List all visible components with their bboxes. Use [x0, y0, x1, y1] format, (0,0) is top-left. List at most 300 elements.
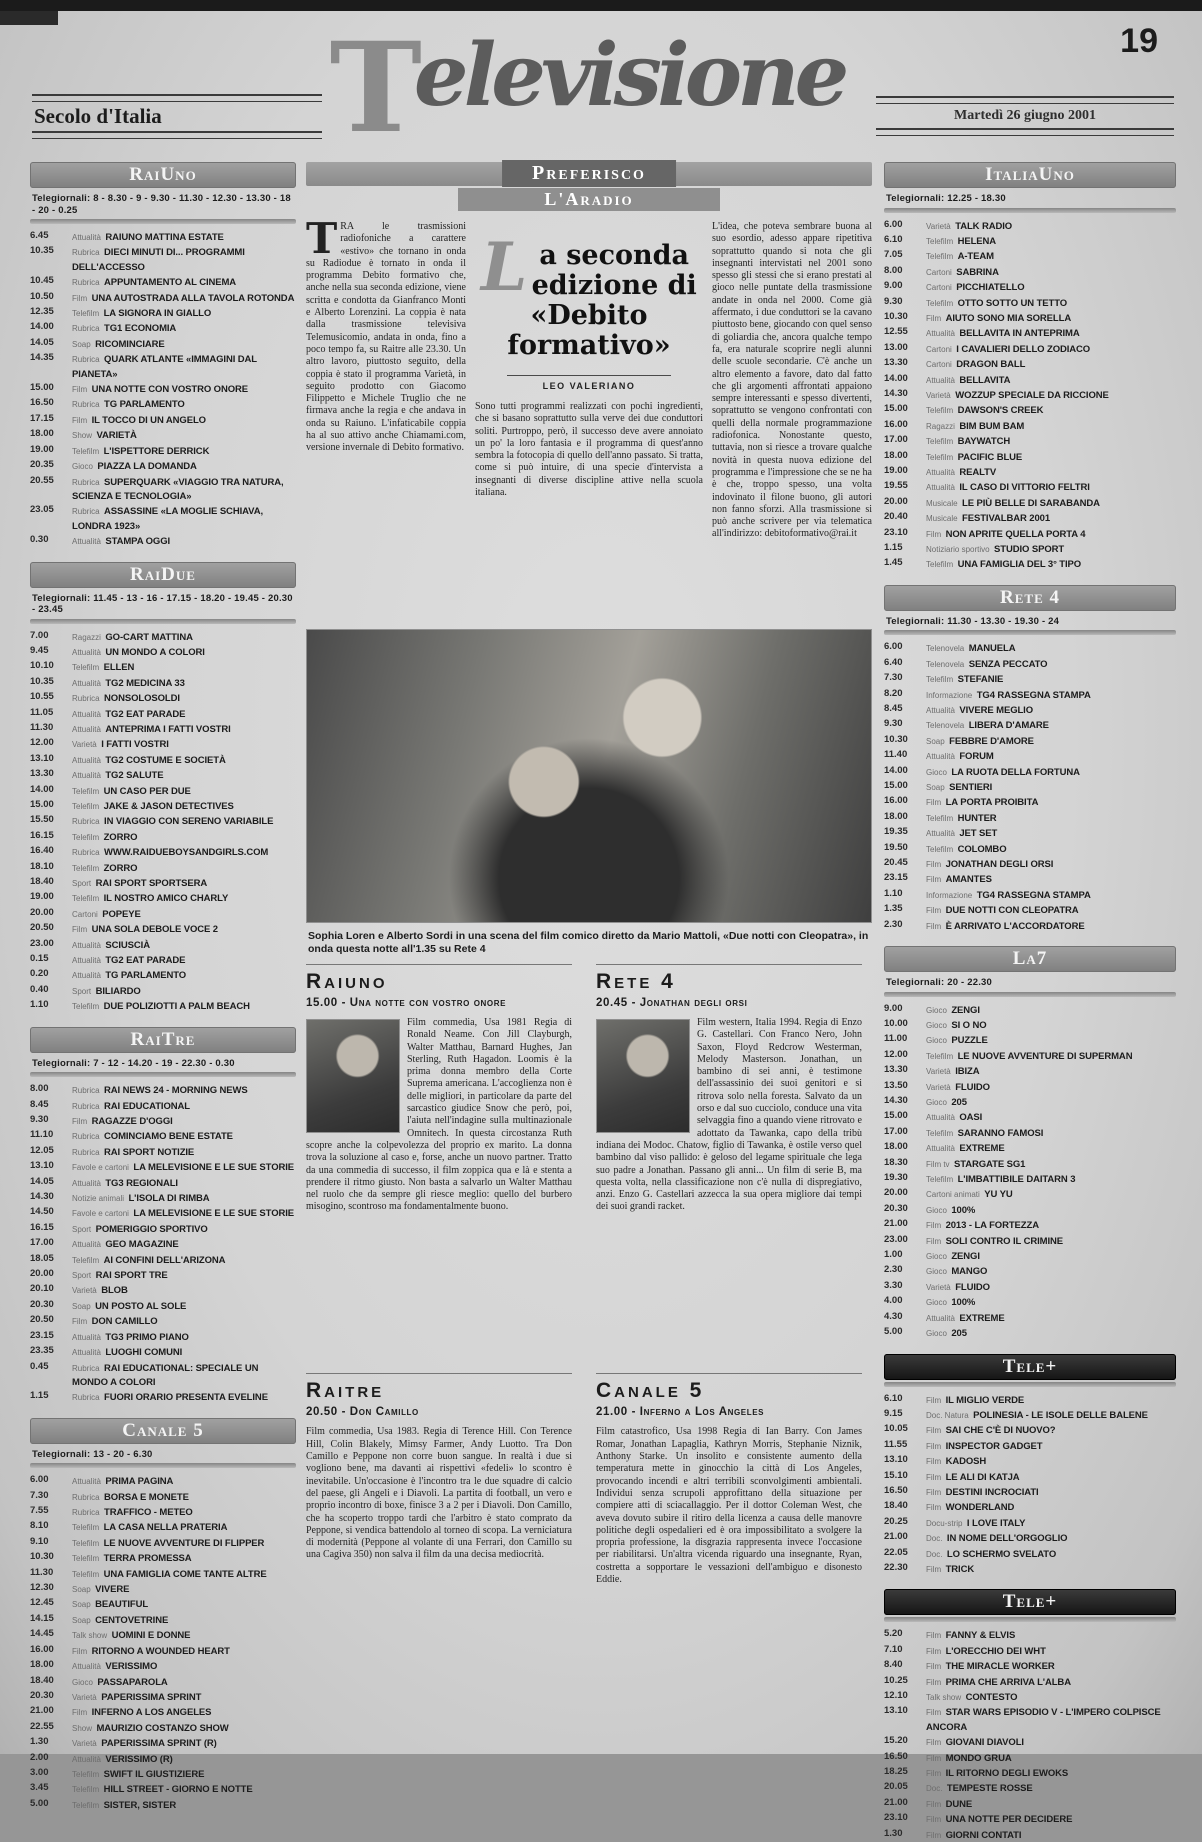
listing-row: [884, 296, 1176, 310]
listing-genre: Telefilm: [72, 1800, 100, 1810]
listing-row: [30, 306, 296, 320]
listing-program: [72, 428, 296, 442]
listing-time: 8.10: [30, 1520, 49, 1532]
listing-program: [926, 450, 1176, 464]
listing-time: 6.10: [884, 1392, 903, 1404]
review-channel: Rete 4: [596, 970, 676, 993]
listing-program: [72, 722, 296, 736]
review-body: [596, 1017, 862, 1214]
listing-program: [926, 403, 1176, 417]
listing-row: [30, 1390, 296, 1404]
listing-row: [30, 291, 296, 305]
listing-time: 13.30: [884, 1064, 908, 1076]
listing-program: [72, 1520, 296, 1534]
listing-title: EXTREME: [959, 1312, 1005, 1324]
listing-time: 20.40: [884, 511, 908, 523]
listing-row: [884, 1485, 1176, 1499]
left-listings-column: [30, 162, 296, 1811]
listing-genre: Telefilm: [926, 452, 954, 462]
listing-title: AIUTO SONO MIA SORELLA: [945, 312, 1072, 324]
listing-program: [926, 234, 1176, 248]
listing-genre: Attualità: [926, 705, 955, 715]
listing-program: [926, 657, 1176, 671]
listing-row: [30, 907, 296, 921]
listing-time: 18.00: [884, 810, 908, 822]
listing-row: [30, 397, 296, 411]
listing-genre: Gioco: [926, 1036, 947, 1046]
listing-time: 7.30: [30, 1489, 49, 1501]
listing-time: 23.35: [30, 1345, 54, 1357]
review-body: [306, 1017, 572, 1214]
listing-time: 11.40: [884, 749, 908, 761]
listing-title: FEBBRE D'AMORE: [949, 735, 1034, 747]
listing-row: [30, 1551, 296, 1565]
listing-title: THE MIRACLE WORKER: [945, 1661, 1055, 1673]
listing-genre: Telefilm: [72, 786, 100, 796]
listing-genre: Film: [926, 1830, 942, 1840]
listing-program: [72, 845, 296, 859]
listing-program: [72, 504, 296, 533]
listing-genre: Rubrica: [72, 248, 100, 258]
listing-program: [72, 1752, 296, 1766]
listing-time: 7.30: [884, 672, 903, 684]
listing-title: UN MONDO A COLORI: [105, 646, 205, 658]
headline-text: a seconda edizione di «Debito formativo»: [507, 240, 697, 361]
listing-genre: Notizie animali: [72, 1194, 125, 1204]
listing-title: A-TEAM: [957, 251, 994, 263]
listing-program: [926, 1141, 1176, 1155]
listing-row: [30, 475, 296, 504]
listing-title: JAKE & JASON DETECTIVES: [103, 801, 234, 812]
listing-title: 100%: [951, 1204, 976, 1216]
listing-program: [72, 1176, 296, 1190]
listing-title: QUARK ATLANTE «IMMAGINI DAL PIANETA»: [72, 354, 257, 380]
listing-row: [884, 795, 1176, 809]
listing-genre: Gioco: [926, 1205, 947, 1215]
listing-time: 10.45: [30, 275, 54, 287]
listing-program: [72, 1160, 296, 1174]
listing-title: STAMPA OGGI: [105, 536, 171, 548]
listing-time: 16.00: [30, 1643, 54, 1655]
listing-row: [884, 1326, 1176, 1340]
channel-header-bar: [884, 1354, 1176, 1380]
listing-time: 9.45: [30, 644, 49, 656]
listing-row: [884, 641, 1176, 655]
listing-title: PUZZLE: [951, 1035, 988, 1047]
listing-row: [30, 1505, 296, 1519]
listing-title: 2013 - LA FORTEZZA: [945, 1220, 1039, 1232]
listing-program: [926, 357, 1176, 371]
listing-genre: Varietà: [72, 1692, 97, 1702]
listing-genre: Attualità: [72, 971, 101, 981]
listing-program: [72, 1597, 296, 1611]
listing-row: [884, 280, 1176, 294]
listing-row: [30, 876, 296, 890]
listing-row: [884, 1690, 1176, 1704]
listing-row: [884, 511, 1176, 525]
scan-edge-corner: [0, 11, 58, 25]
listing-genre: Rubrica: [72, 848, 100, 858]
listing-genre: Attualità: [72, 1332, 101, 1342]
listing-program: [72, 1361, 296, 1390]
telegiornali-times: 11.45 - 13 - 16 - 17.15 - 18.20 - 19.45 - 20.30 - 23.45: [32, 592, 293, 616]
listing-program: [72, 1582, 296, 1596]
listing-time: 14.00: [30, 321, 54, 333]
listing-row: [30, 1206, 296, 1220]
listing-time: 21.00: [30, 1705, 54, 1717]
telegiornali-label: Telegiornali:: [886, 615, 945, 627]
listing-time: 23.15: [884, 872, 908, 884]
channel-name: Rete 4: [1000, 586, 1060, 608]
listing-program: [72, 768, 296, 782]
listing-row: [884, 903, 1176, 917]
listing-row: [30, 1736, 296, 1750]
listing-title: RAI EDUCATIONAL: [104, 1100, 190, 1112]
listing-time: 16.00: [884, 795, 908, 807]
section-title-initial: T: [329, 16, 422, 161]
listing-genre: Attualità: [926, 375, 955, 385]
listing-genre: Rubrica: [72, 507, 100, 517]
listing-row: [884, 219, 1176, 233]
listing-time: 2.30: [884, 1264, 903, 1276]
listing-row: [30, 861, 296, 875]
article-column-2: [475, 221, 703, 621]
listing-title: DRAGON BALL: [956, 359, 1026, 371]
listing-title: HELENA: [957, 235, 997, 247]
channel-name: La7: [1012, 948, 1048, 970]
listing-genre: Soap: [926, 736, 945, 746]
listing-genre: Telenovela: [926, 659, 965, 669]
listing-program: [72, 1083, 296, 1097]
listing-program: [926, 888, 1176, 902]
listing-title: YU YU: [984, 1189, 1013, 1201]
listing-row: [884, 326, 1176, 340]
listing-program: [72, 1644, 296, 1658]
kicker-line2: L'Aradio: [458, 188, 720, 211]
listing-time: 20.10: [30, 1283, 54, 1295]
listing-genre: Varietà: [72, 740, 97, 750]
listing-program: [926, 718, 1176, 732]
listing-time: 13.10: [884, 1705, 908, 1717]
channel-section-tele: [884, 1589, 1176, 1842]
listing-row: [30, 1721, 296, 1735]
listing-genre: Film: [926, 529, 942, 539]
listing-time: 8.00: [884, 264, 903, 276]
listing-time: 13.30: [30, 768, 54, 780]
listing-title: INSPECTOR GADGET: [945, 1440, 1043, 1452]
listing-title: STUDIO SPORT: [994, 544, 1065, 556]
listing-genre: Sport: [72, 879, 92, 889]
listing-row: [30, 768, 296, 782]
listing-time: 12.00: [30, 737, 54, 749]
listing-time: 6.00: [884, 218, 903, 230]
listing-title: DESTINI INCROCIATI: [945, 1486, 1039, 1498]
listing-time: 17.15: [30, 412, 54, 424]
listing-row: [884, 1203, 1176, 1217]
listing-title: FLUIDO: [955, 1281, 990, 1293]
listing-program: [72, 1099, 296, 1113]
listing-row: [30, 1659, 296, 1673]
listing-program: [926, 249, 1176, 263]
listing-program: [72, 1567, 296, 1581]
listing-title: I LOVE ITALY: [966, 1517, 1026, 1529]
telegiornali-label: Telegiornali:: [32, 592, 91, 604]
listing-row: [884, 1797, 1176, 1811]
listing-time: 23.10: [884, 526, 908, 538]
listing-title: HUNTER: [957, 812, 997, 824]
listing-title: NONSOLOSOLDI: [104, 693, 180, 705]
listing-genre: Rubrica: [72, 694, 100, 704]
listing-genre: Varietà: [72, 1286, 97, 1296]
listing-program: [926, 688, 1176, 702]
listing-time: 12.35: [30, 306, 54, 318]
review-subtitle: 15.00 - Una notte con vostro onore: [306, 997, 507, 1009]
listing-title: SARANNO FAMOSI: [957, 1127, 1044, 1139]
channel-section-raitre: [30, 1027, 296, 1405]
review-channel: Canale 5: [596, 1379, 705, 1403]
listing-title: COMINCIAMO BENE ESTATE: [104, 1131, 233, 1143]
listing-program: [72, 1705, 296, 1719]
listing-title: PAPERISSIMA SPRINT (R): [101, 1738, 217, 1750]
listing-time: 9.10: [30, 1535, 49, 1547]
listing-title: IL MIGLIO VERDE: [945, 1394, 1025, 1406]
listing-genre: Gioco: [926, 1329, 947, 1339]
listing-program: [926, 480, 1176, 494]
telegiornali-line: [886, 193, 1174, 205]
listing-program: [926, 1516, 1176, 1530]
listing-genre: Telefilm: [926, 560, 954, 570]
listing-program: [926, 326, 1176, 340]
listing-time: 5.00: [30, 1797, 49, 1809]
channel-header-bar: [884, 162, 1176, 188]
listing-title: GEO MAGAZINE: [105, 1239, 179, 1251]
listing-title: IL NOSTRO AMICO CHARLY: [103, 893, 229, 905]
listing-genre: Rubrica: [72, 1086, 100, 1096]
listing-title: TG2 EAT PARADE: [105, 708, 186, 720]
issue-date: Martedì 26 giugno 2001: [954, 108, 1096, 123]
listing-title: MANUELA: [968, 643, 1016, 655]
listing-program: [72, 1536, 296, 1550]
listing-genre: Talk show: [72, 1631, 108, 1641]
listing-row: [884, 1157, 1176, 1171]
listing-genre: Telefilm: [72, 863, 100, 873]
listing-genre: Film: [926, 875, 942, 885]
listing-time: 22.05: [884, 1546, 908, 1558]
listing-row: [30, 830, 296, 844]
listing-title: IL TOCCO DI UN ANGELO: [91, 414, 206, 426]
listing-time: 12.05: [30, 1144, 54, 1156]
listing-row: [30, 1299, 296, 1313]
listing-genre: Film: [926, 1395, 942, 1405]
listing-genre: Film: [926, 921, 942, 931]
listing-title: POLINESIA - LE ISOLE DELLE BALENE: [973, 1409, 1148, 1421]
channel-section-canale5: [30, 1418, 296, 1812]
listing-program: [72, 337, 296, 351]
listing-genre: Film: [926, 1236, 942, 1246]
listing-program: [926, 811, 1176, 825]
listing-row: [30, 382, 296, 396]
listing-time: 14.50: [30, 1206, 54, 1218]
listing-row: [884, 688, 1176, 702]
channel-section-la7: [884, 946, 1176, 1340]
listing-row: [30, 1628, 296, 1642]
listing-row: [884, 1516, 1176, 1530]
listing-program: [926, 1234, 1176, 1248]
listing-genre: Telefilm: [926, 1128, 954, 1138]
listing-genre: Film: [926, 1564, 942, 1574]
listing-time: 1.30: [30, 1736, 49, 1748]
listing-time: 18.30: [884, 1156, 908, 1168]
listing-time: 18.00: [30, 428, 54, 440]
listing-time: 16.15: [30, 829, 54, 841]
listing-genre: Telefilm: [926, 1051, 954, 1061]
listing-program: [72, 352, 296, 381]
listing-time: 13.10: [884, 1454, 908, 1466]
listing-program: [926, 1439, 1176, 1453]
listing-title: SUPERQUARK «VIAGGIO TRA NATURA, SCIENZA E TECNOLOGIA»: [72, 476, 284, 502]
listing-time: 15.50: [30, 814, 54, 826]
listing-genre: Telefilm: [72, 1569, 100, 1579]
listing-genre: Attualità: [72, 678, 101, 688]
listing-program: [926, 749, 1176, 763]
telegiornali-label: Telegiornali:: [32, 193, 91, 204]
article-dropcap: T: [306, 214, 338, 263]
listing-title: RAI SPORT NOTIZIE: [104, 1146, 195, 1158]
listing-genre: Gioco: [926, 1252, 947, 1262]
listing-program: [72, 1237, 296, 1251]
listing-genre: Attualità: [926, 752, 955, 762]
masthead-rule-top: [32, 94, 322, 102]
listing-title: LE NUOVE AVVENTURE DI FLIPPER: [103, 1537, 265, 1549]
channel-header-bar: [30, 162, 296, 188]
listing-time: 10.10: [30, 660, 54, 672]
listing-row: [884, 1828, 1176, 1842]
listing-genre: Musicale: [926, 514, 958, 524]
review-raiuno: [306, 964, 572, 1361]
listing-program: [72, 1268, 296, 1282]
listing-genre: Attualità: [72, 724, 101, 734]
listing-program: [72, 413, 296, 427]
listing-genre: Film: [926, 1708, 942, 1718]
kicker-line1: Preferisco: [502, 160, 676, 187]
listing-program: [926, 557, 1176, 571]
listing-row: [884, 373, 1176, 387]
listing-time: 10.35: [30, 675, 54, 687]
review-text: Film commedia, Usa 1981 Regia di Ronald Neame. Con Jill Clayburgh, Walter Matthau, Barnard Hughes, Jan Sterling, Ruth Hagadon. Loomis è la prima donna membro della Corte Suprema americana. L'accoglienza non è delle migliori, in particolare da parte del sarcastico giudice Snow che però, poi, l'aiuta nell'indagine sulla multinazionale Omnitech. In questa circostanza Ruth scopre anche la colpevolezza del proprio ex marito. La donna trova la soluzione al caso e, forse, anche un nuovo partner. Tratto da una commedia di successo, il film zoppica qua e là e stenta a prendere il ritmo giusto. Non basta a salvarlo un Walter Matthau nel ruolo che da sempre gli riesce meglio: quello del burbero misogino, scontroso ma fondamentalmente buono.: [306, 1017, 572, 1213]
listing-program: [926, 1659, 1176, 1673]
listing-row: [884, 234, 1176, 248]
listing-title: BELLAVITA IN ANTEPRIMA: [959, 328, 1080, 340]
listing-title: I CAVALIERI DELLO ZODIACO: [956, 343, 1091, 355]
listing-time: 15.00: [30, 799, 54, 810]
listing-program: [926, 1003, 1176, 1017]
listing-program: [926, 1781, 1176, 1795]
listing-row: [884, 1781, 1176, 1795]
listing-row: [30, 814, 296, 828]
listing-time: 21.00: [884, 1531, 908, 1543]
listing-genre: Attualità: [72, 771, 101, 781]
listing-genre: Film: [926, 860, 942, 870]
listing-title: CENTOVETRINE: [95, 1614, 169, 1626]
listing-genre: Telefilm: [72, 1538, 100, 1548]
listing-program: [72, 382, 296, 396]
right-listings-column: [884, 162, 1176, 1841]
article-column-1: [306, 214, 466, 621]
masthead-rule-bottom: [32, 131, 322, 139]
review-photo: [306, 1019, 400, 1133]
listing-title: TG3 PRIMO PIANO: [105, 1331, 189, 1343]
listing-row: [30, 534, 296, 548]
listing-title: LUOGHI COMUNI: [105, 1347, 183, 1359]
listing-title: L'ISOLA DI RIMBA: [128, 1193, 210, 1205]
section-title-rest: elevisione: [413, 25, 845, 126]
listing-row: [30, 1160, 296, 1174]
listing-row: [30, 1083, 296, 1097]
listing-time: 7.10: [884, 1643, 903, 1655]
listing-genre: Attualità: [72, 537, 101, 547]
listing-row: [30, 1767, 296, 1781]
listing-time: 6.00: [30, 1474, 49, 1486]
listing-genre: Telefilm: [72, 1769, 100, 1779]
listing-row: [884, 1439, 1176, 1453]
listing-program: [72, 799, 296, 813]
listing-time: 20.50: [30, 922, 54, 934]
listing-time: 9.30: [884, 295, 903, 307]
listing-title: ZENGI: [951, 1004, 980, 1016]
listing-title: SCIUSCIÀ: [105, 939, 150, 951]
listing-genre: Gioco: [926, 1005, 947, 1015]
listing-program: [926, 734, 1176, 748]
listing-row: [30, 1099, 296, 1113]
listing-title: IBIZA: [955, 1066, 980, 1078]
listing-title: LE ALI DI KATJA: [945, 1471, 1020, 1483]
listing-time: 16.50: [30, 397, 54, 409]
listing-row: [30, 1520, 296, 1534]
listing-row: [884, 557, 1176, 571]
listing-row: [30, 737, 296, 751]
listing-program: [926, 1280, 1176, 1294]
listing-title: ELLEN: [103, 662, 135, 674]
telegiornali-times: 20 - 22.30: [947, 977, 993, 989]
listing-genre: Telefilm: [926, 236, 954, 246]
listing-genre: Cartoni: [926, 360, 952, 370]
listing-title: SENZA PECCATO: [968, 658, 1048, 670]
listing-title: DIECI MINUTI DI... PROGRAMMI DELL'ACCESSO: [72, 247, 245, 273]
listing-genre: Film: [926, 1815, 942, 1825]
telegiornali-times: 7 - 12 - 14.20 - 19 - 22.30 - 0.30: [93, 1057, 235, 1069]
listing-genre: Film: [926, 1487, 942, 1497]
listing-time: 20.30: [884, 1202, 908, 1214]
listing-time: 22.30: [884, 1561, 908, 1573]
listing-program: [72, 1330, 296, 1344]
listing-title: SENTIERI: [949, 782, 993, 793]
listing-time: 2.30: [884, 918, 903, 930]
listing-program: [926, 1531, 1176, 1545]
listing-row: [884, 434, 1176, 448]
listing-program: [72, 1114, 296, 1128]
listing-genre: Attualità: [72, 940, 101, 950]
review-body: Film catastrofico, Usa 1998 Regia di Ian Barry. Con James Romar, Jonathan Lapaglia, Kathryn Morris, Stephanie Niznik, Anthony Starke. Un insolito e consistente aumento della temperatura mette in ginocchio la città di Los Angeles, provocando incendi e altri terribili sconvolgimenti ambientali. Individui senza scrupoli approfittano della situazione per compiere atti di sciacallaggio. Per il dottor Coleman West, che aveva dovuto subire il ritiro della licenza a causa delle manovre politiche degli ospedalieri ed è ora impossibilitato a svolgere la propria professione, la disgrazia rappresenta invece l'occasione per riabilitarsi. Un'altra vicenda riguardo una insegnante, Ryan, costretta a sopportare le vessazioni dell'ambiguo e disonesto Eddie.: [596, 1426, 862, 1585]
listing-title: 100%: [951, 1297, 976, 1309]
listing-row: [884, 1187, 1176, 1201]
listing-list: [30, 630, 296, 1014]
listing-time: 20.55: [30, 474, 54, 486]
listing-time: 9.30: [884, 718, 903, 730]
listing-title: AI CONFINI DELL'ARIZONA: [103, 1254, 226, 1266]
listing-genre: Film: [72, 293, 88, 303]
listing-title: BEAUTIFUL: [95, 1599, 149, 1611]
listing-genre: Cartoni: [926, 344, 952, 354]
